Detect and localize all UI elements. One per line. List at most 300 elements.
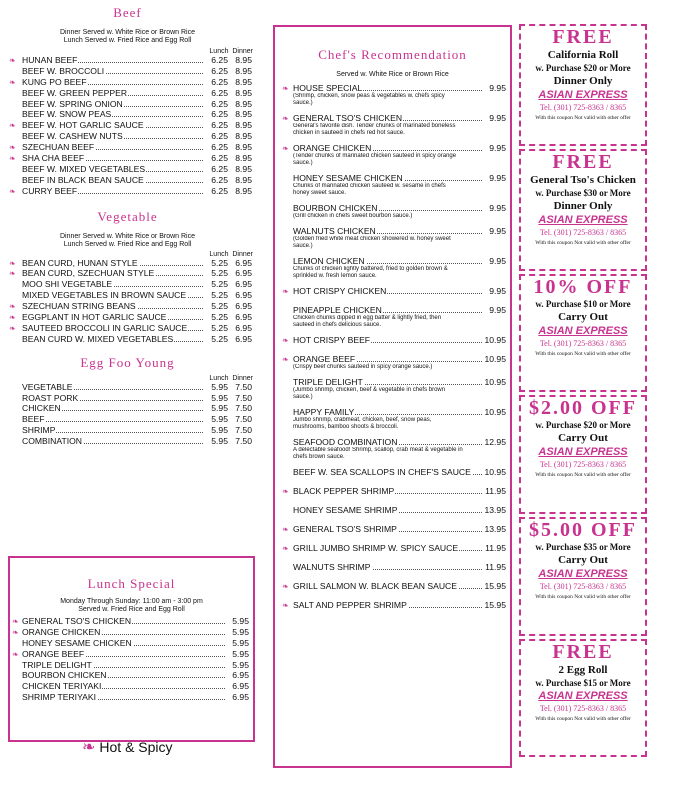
item-price: 10.95 [484, 467, 506, 477]
menu-row [0, 153, 255, 164]
lunch-row [10, 627, 253, 638]
lunch-price: 5.95 [206, 425, 228, 436]
item-name: BEAN CURD, HUNAN STYLE [22, 257, 138, 268]
item-name: WALNUTS SHRIMP [293, 562, 371, 572]
item-name: ORANGE BEEF [293, 354, 356, 364]
item-name: ROAST PORK [22, 392, 79, 403]
menu-row [0, 403, 255, 414]
dinner-price: 6.95 [235, 312, 252, 323]
beef-sub1: Dinner Served w. White Rice or Brown Rice [60, 29, 195, 36]
chef-item [293, 377, 506, 401]
chef-item [293, 226, 506, 250]
dinner-price: 8.95 [235, 185, 252, 196]
chili-icon: ❧ [282, 144, 289, 153]
item-description: (Shrimp, chicken, snow peas & vegetables w. chefs spicy sauce.) [293, 93, 445, 106]
item-name: SZECHUAN STRING BEANS [22, 301, 136, 312]
item-price: 9.95 [489, 226, 506, 236]
chef-item-line [293, 467, 506, 477]
lunch-title: Lunch Special [87, 576, 176, 591]
chef-item [282, 143, 506, 167]
lunch-price: 5.95 [206, 436, 228, 447]
chili-icon: ❧ [9, 302, 16, 312]
lunch-price: 5.95 [206, 403, 228, 414]
lunch-price: 5.25 [206, 258, 228, 269]
lunch-sub2: Served w. Fried Rice and Egg Roll [78, 606, 185, 613]
dinner-price: 7.50 [235, 414, 252, 425]
item-description: Chunks of marinated chicken sauteed w. sesame in chefs honey sweet sauce. [293, 183, 446, 196]
vegetable-title: Vegetable [97, 208, 158, 224]
chef-item-line [293, 437, 506, 447]
item-name: TRIPLE DELIGHT [22, 659, 92, 670]
menu-row [0, 258, 255, 269]
coupon[interactable] [519, 517, 647, 636]
menu-row [0, 88, 255, 99]
lunch-price: 5.25 [206, 290, 228, 301]
chef-item [282, 486, 506, 496]
item-name: SEAFOOD COMBINATION [293, 437, 398, 447]
eggfoo-title: Egg Foo Young [80, 354, 175, 370]
item-price: 5.95 [232, 659, 249, 670]
dinner-price: 8.95 [235, 65, 252, 76]
item-price: 9.95 [489, 256, 506, 266]
lunch-price: 5.25 [206, 279, 228, 290]
item-price: 9.95 [489, 113, 506, 123]
item-name: BEEF W. HOT GARLIC SAUCE [22, 120, 144, 131]
chef-item [293, 256, 506, 280]
dinner-price: 6.95 [235, 257, 252, 268]
coupon-headline: FREE [552, 151, 614, 173]
item-description: General's favorite dish. Tender chunks of marinated boneless chicken in sauteed in chefs red hot sauce. [293, 123, 456, 136]
item-name: KUNG PO BEEF [22, 76, 87, 87]
chef-item-line [293, 256, 506, 266]
item-name: ORANGE CHICKEN [293, 143, 372, 153]
item-name: GENERAL TSO'S CHICKEN [22, 616, 132, 626]
coupon-note: With this coupon Not valid with other offer [535, 351, 631, 357]
item-name: ORANGE BEEF [22, 648, 85, 659]
item-name: BLACK PEPPER SHRIMP [293, 486, 395, 496]
item-name: SZECHUAN BEEF [22, 142, 95, 153]
menu-row [0, 109, 255, 120]
chef-item [282, 354, 506, 371]
item-price: 12.95 [484, 437, 506, 447]
chili-icon: ❧ [282, 84, 289, 93]
lunch-price: 5.25 [206, 334, 228, 345]
chili-icon: ❧ [82, 739, 96, 756]
coupon-brand: ASIAN EXPRESS [538, 325, 628, 337]
item-name: SAUTEED BROCCOLI IN GARLIC SAUCE [22, 322, 188, 333]
coupon-item: 2 Egg Roll [558, 664, 608, 676]
menu-row [0, 142, 255, 153]
chef-item-line [282, 113, 506, 123]
item-price: 10.95 [484, 354, 506, 364]
coupon-note: With this coupon Not valid with other offer [535, 115, 631, 121]
dinner-price: 8.95 [235, 174, 252, 185]
chili-icon: ❧ [9, 186, 16, 196]
dinner-price: 6.95 [235, 279, 252, 290]
dinner-price: 7.50 [235, 403, 252, 414]
coupon-phone: Tel. (301) 725-8363 / 8365 [539, 704, 627, 713]
item-name: BEEF [22, 414, 45, 425]
dinner-price: 8.95 [235, 109, 252, 120]
dinner-price: 8.95 [235, 55, 252, 65]
dinner-price: 6.95 [235, 268, 252, 279]
item-description: (Crispy beef chunks sauteed in spicy orange sauce.) [293, 364, 433, 370]
item-price: 11.95 [485, 543, 506, 553]
chili-icon: ❧ [9, 121, 16, 131]
lunch-price: 6.25 [206, 109, 228, 120]
coupon-headline: FREE [552, 26, 614, 48]
item-name: BEEF IN BLACK BEAN SAUCE [22, 174, 144, 185]
lunch-sub1: Monday Through Sunday: 11:00 am - 3:00 pm [60, 598, 203, 605]
lunch-row [10, 649, 253, 660]
dinner-price: 6.95 [235, 322, 252, 333]
item-name: BEEF W. CASHEW NUTS [22, 131, 123, 142]
coupon-brand: ASIAN EXPRESS [538, 214, 628, 226]
menu-row [0, 414, 255, 425]
item-name: BOURBON CHICKEN [22, 670, 107, 681]
chef-item-line [282, 335, 506, 345]
chili-icon: ❧ [12, 627, 19, 637]
item-description: Chunks of chicken lightly battered, fried to golden brown & sprinkled w. fresh lemon sauce. [293, 266, 448, 279]
menu-row [0, 334, 255, 345]
item-name: HOT CRISPY CHICKEN [293, 286, 387, 296]
lunch-price: 6.25 [206, 66, 228, 77]
chef-item [293, 437, 506, 461]
coupon-phone: Tel. (301) 725-8363 / 8365 [539, 339, 627, 348]
dinner-price: 6.95 [235, 290, 252, 301]
chili-icon: ❧ [282, 114, 289, 123]
lunch-row [10, 670, 253, 681]
chef-item [293, 305, 506, 329]
chef-item [282, 581, 506, 591]
chili-icon: ❧ [282, 601, 289, 610]
coupon-headline: $2.00 OFF [529, 397, 637, 419]
coupon[interactable] [519, 395, 647, 514]
item-name: ORANGE CHICKEN [22, 626, 101, 637]
beef-list [0, 55, 255, 197]
coupon-brand: ASIAN EXPRESS [538, 568, 628, 580]
menu-row [0, 393, 255, 404]
item-name: HAPPY FAMILY [293, 407, 355, 417]
lunch-row [10, 681, 253, 692]
chili-icon: ❧ [12, 649, 19, 659]
coupon-condition: w. Purchase $15 or More [535, 678, 631, 688]
lunch-price: 6.25 [206, 175, 228, 186]
chef-item [282, 543, 506, 553]
menu-row [0, 120, 255, 131]
dinner-price: 8.95 [235, 98, 252, 109]
chef-item-line [282, 143, 506, 153]
chef-sub: Served w. White Rice or Brown Rice [336, 71, 449, 78]
chef-item [293, 467, 506, 477]
beef-title: Beef [113, 5, 142, 20]
coupon-phone: Tel. (301) 725-8363 / 8365 [539, 228, 627, 237]
menu-row [0, 131, 255, 142]
item-name: HONEY SESAME SHRIMP [293, 505, 398, 515]
dinner-price: 8.95 [235, 76, 252, 87]
vegetable-col-header: Lunch Dinner [209, 250, 253, 258]
item-description: (Tender chunks of marinated chicken sauteed in spicy orange sauce.) [293, 153, 457, 166]
coupon-headline: $5.00 OFF [529, 519, 637, 541]
coupon-mode: Dinner Only [553, 200, 613, 212]
chef-item-line [282, 354, 506, 364]
item-name: TRIPLE DELIGHT [293, 377, 363, 387]
coupon-mode: Carry Out [558, 432, 608, 444]
coupon-column [519, 24, 647, 760]
item-name: CHICKEN TERIYAKI [22, 681, 102, 692]
item-name: GENERAL TSO'S CHICKEN [293, 113, 403, 123]
menu-row [0, 268, 255, 279]
chef-item [282, 335, 506, 345]
chef-item [293, 173, 506, 197]
item-description: (Grill chicken in chefs sweet bourbon sauce.) [293, 213, 413, 219]
coupon-headline: FREE [552, 641, 614, 663]
menu-row [0, 290, 255, 301]
chili-icon: ❧ [282, 336, 289, 345]
lunch-price: 5.95 [206, 382, 228, 393]
coupon-brand: ASIAN EXPRESS [538, 446, 628, 458]
vegetable-sub1: Dinner Served w. White Rice or Brown Rice [60, 232, 195, 240]
lunch-price: 6.25 [206, 153, 228, 164]
item-name: BEAN CURD, SZECHUAN STYLE [22, 268, 155, 279]
coupon-note: With this coupon Not valid with other offer [535, 594, 631, 600]
item-name: BEEF W. SEA SCALLOPS IN CHEF'S SAUCE [293, 467, 471, 477]
left-column [0, 0, 255, 447]
vegetable-sub2: Lunch Served w. Fried Rice and Egg Roll [63, 240, 192, 248]
chili-icon: ❧ [282, 487, 289, 496]
coupon[interactable] [519, 149, 647, 271]
chef-item-line [282, 600, 506, 610]
chili-icon: ❧ [9, 323, 16, 333]
chef-item-line [282, 83, 506, 93]
item-name: BEEF W. BROCCOLI [22, 65, 105, 76]
item-name: GRILL SALMON W. BLACK BEAN SAUCE [293, 581, 457, 591]
dinner-price: 7.50 [235, 425, 252, 436]
menu-row [0, 301, 255, 312]
item-description: (Jumbo shrimp, chicken, beef & vegetable in chefs brown sauce.) [293, 387, 446, 400]
item-price: 9.95 [489, 83, 506, 93]
item-price: 5.95 [232, 616, 249, 626]
item-description: Jumbo shrimp, crabmeat, chicken, beef, snow peas, mushrooms, bamboo shoots & broccoli. [293, 417, 432, 430]
lunch-price: 6.25 [206, 164, 228, 175]
menu-row [0, 436, 255, 447]
lunch-price: 5.25 [206, 268, 228, 279]
lunch-price: 6.25 [206, 186, 228, 197]
lunch-row [10, 692, 253, 703]
item-price: 10.95 [484, 377, 506, 387]
chili-icon: ❧ [9, 56, 16, 65]
coupon-headline: 10% OFF [533, 276, 633, 298]
item-price: 5.95 [232, 626, 249, 637]
coupon-item: General Tso's Chicken [530, 174, 636, 186]
item-price: 15.95 [484, 600, 506, 610]
coupon-brand: ASIAN EXPRESS [538, 89, 628, 101]
coupon[interactable] [519, 274, 647, 392]
coupon-item: California Roll [547, 49, 619, 61]
item-name: VEGETABLE [22, 381, 73, 392]
lunch-price: 6.25 [206, 88, 228, 99]
item-price: 11.95 [485, 562, 506, 572]
menu-row [0, 279, 255, 290]
chef-item [282, 113, 506, 137]
item-name: HUNAN BEEF [22, 55, 78, 65]
lunch-price: 6.25 [206, 99, 228, 110]
coupon-mode: Carry Out [558, 311, 608, 323]
dinner-price: 8.95 [235, 153, 252, 164]
item-price: 15.95 [484, 581, 506, 591]
lunch-price: 6.25 [206, 142, 228, 153]
chef-list [275, 83, 510, 610]
lunch-row [10, 660, 253, 671]
item-name: BEEF W. GREEN PEPPER [22, 87, 128, 98]
chili-icon: ❧ [9, 269, 16, 279]
item-price: 11.95 [485, 486, 506, 496]
chef-item-line [293, 377, 506, 387]
lunch-price: 5.25 [206, 312, 228, 323]
dinner-price: 8.95 [235, 87, 252, 98]
chef-item-line [293, 407, 506, 417]
coupon-note: With this coupon Not valid with other offer [535, 240, 631, 246]
chili-icon: ❧ [9, 258, 16, 268]
item-name: SHRIMP [22, 425, 56, 436]
chili-icon: ❧ [282, 544, 289, 553]
item-price: 13.95 [484, 505, 506, 515]
beef-sub2: Lunch Served w. Fried Rice and Egg Roll [63, 37, 192, 44]
item-name: MOO SHI VEGETABLE [22, 279, 113, 290]
leader-dots [22, 421, 203, 422]
chili-icon: ❧ [9, 154, 16, 164]
dinner-price: 7.50 [235, 436, 252, 447]
beef-col-header: Lunch Dinner [209, 48, 253, 55]
lunch-price: 6.25 [206, 131, 228, 142]
item-price: 5.95 [232, 648, 249, 659]
chef-item [282, 286, 506, 296]
item-description: A delectable seafood! Shrimp, scallop, crab meat & vegetable in chefs brown sauce. [293, 447, 463, 460]
lunch-price: 6.25 [206, 77, 228, 88]
menu-row [0, 66, 255, 77]
menu-row [0, 77, 255, 88]
dinner-price: 7.50 [235, 381, 252, 392]
item-name: GENERAL TSO'S SHRIMP [293, 524, 397, 534]
menu-row [0, 175, 255, 186]
lunch-price: 5.95 [206, 393, 228, 404]
coupon-brand: ASIAN EXPRESS [538, 690, 628, 702]
lunch-special-box [8, 556, 255, 742]
dinner-price: 6.95 [235, 333, 252, 344]
item-name: BEAN CURD W. MIXED VEGETABLES [22, 333, 174, 344]
coupon-condition: w. Purchase $20 or More [535, 63, 631, 73]
item-name: HONEY SESAME CHICKEN [293, 173, 403, 183]
item-name: BOURBON CHICKEN [293, 203, 378, 213]
item-price: 6.95 [232, 692, 249, 703]
coupon-condition: w. Purchase $35 or More [535, 542, 631, 552]
item-name: SHA CHA BEEF [22, 153, 85, 164]
lunch-price: 6.25 [206, 120, 228, 131]
vegetable-list [0, 258, 255, 345]
menu-row [0, 164, 255, 175]
menu-row [0, 186, 255, 197]
item-price: 6.95 [232, 681, 249, 692]
hot-spicy-legend: ❧ Hot & Spicy [82, 739, 173, 756]
coupon-condition: w. Purchase $30 or More [535, 188, 631, 198]
eggfoo-list [0, 382, 255, 447]
item-name: CHICKEN [22, 403, 61, 414]
dinner-price: 8.95 [235, 142, 252, 153]
coupon-condition: w. Purchase $10 or More [535, 299, 631, 309]
item-price: 10.95 [484, 335, 506, 345]
menu-row [0, 312, 255, 323]
item-name: MIXED VEGETABLES IN BROWN SAUCE [22, 290, 187, 301]
chef-item-line [282, 543, 506, 553]
chef-item-line [293, 562, 506, 572]
chef-item-line [293, 173, 506, 183]
dinner-price: 6.95 [235, 301, 252, 312]
item-name: HONEY SESAME CHICKEN [22, 637, 132, 648]
item-price: 6.95 [232, 670, 249, 681]
item-description: (Golden fried white meat chicken showered w. honey sweet sauce.) [293, 236, 451, 249]
item-price: 13.95 [484, 524, 506, 534]
chef-item [293, 203, 506, 220]
coupon-phone: Tel. (301) 725-8363 / 8365 [539, 103, 627, 112]
item-price: 10.95 [484, 407, 506, 417]
chili-icon: ❧ [9, 143, 16, 153]
coupon-phone: Tel. (301) 725-8363 / 8365 [539, 582, 627, 591]
chef-recommendation-box [273, 25, 512, 768]
item-name: BEEF W. SNOW PEAS [22, 109, 112, 120]
chili-icon: ❧ [9, 77, 16, 87]
item-price: 9.95 [489, 143, 506, 153]
item-description: Chicken chunks dipped in egg batter & lightly fried, then sauteed in chefs delicious sauce. [293, 315, 442, 328]
coupon-condition: w. Purchase $20 or More [535, 420, 631, 430]
chef-item [293, 505, 506, 515]
item-name: PINEAPPLE CHICKEN [293, 305, 382, 315]
chili-icon: ❧ [9, 313, 16, 323]
item-name: CURRY BEEF [22, 185, 78, 196]
item-name: GRILL JUMBO SHRIMP W. SPICY SAUCE [293, 543, 459, 553]
coupon-mode: Carry Out [558, 554, 608, 566]
coupon[interactable] [519, 24, 647, 146]
dinner-price: 8.95 [235, 120, 252, 131]
menu-row [0, 382, 255, 393]
item-price: 9.95 [489, 286, 506, 296]
item-price: 5.95 [232, 637, 249, 648]
chef-item-line [293, 226, 506, 236]
item-price: 9.95 [489, 305, 506, 315]
coupon-note: With this coupon Not valid with other offer [535, 472, 631, 478]
item-name: LEMON CHICKEN [293, 256, 365, 266]
menu-row [0, 323, 255, 334]
lunch-price: 6.25 [206, 55, 228, 66]
chef-item-line [282, 581, 506, 591]
item-name: HOUSE SPECIAL [293, 83, 363, 93]
menu-row [0, 55, 255, 66]
dinner-price: 8.95 [235, 163, 252, 174]
lunch-price: 5.25 [206, 323, 228, 334]
coupon-mode: Dinner Only [553, 75, 613, 87]
chef-item [293, 562, 506, 572]
chili-icon: ❧ [12, 617, 19, 626]
coupon[interactable] [519, 639, 647, 757]
chili-icon: ❧ [282, 287, 289, 296]
item-name: SALT AND PEPPER SHRIMP [293, 600, 407, 610]
chef-item [293, 407, 506, 431]
chili-icon: ❧ [282, 525, 289, 534]
lunch-row [10, 616, 253, 627]
chef-item [282, 600, 506, 610]
item-name: COMBINATION [22, 436, 82, 447]
item-name: BEEF W. MIXED VEGETABLES [22, 163, 146, 174]
coupon-note: With this coupon Not valid with other offer [535, 716, 631, 722]
